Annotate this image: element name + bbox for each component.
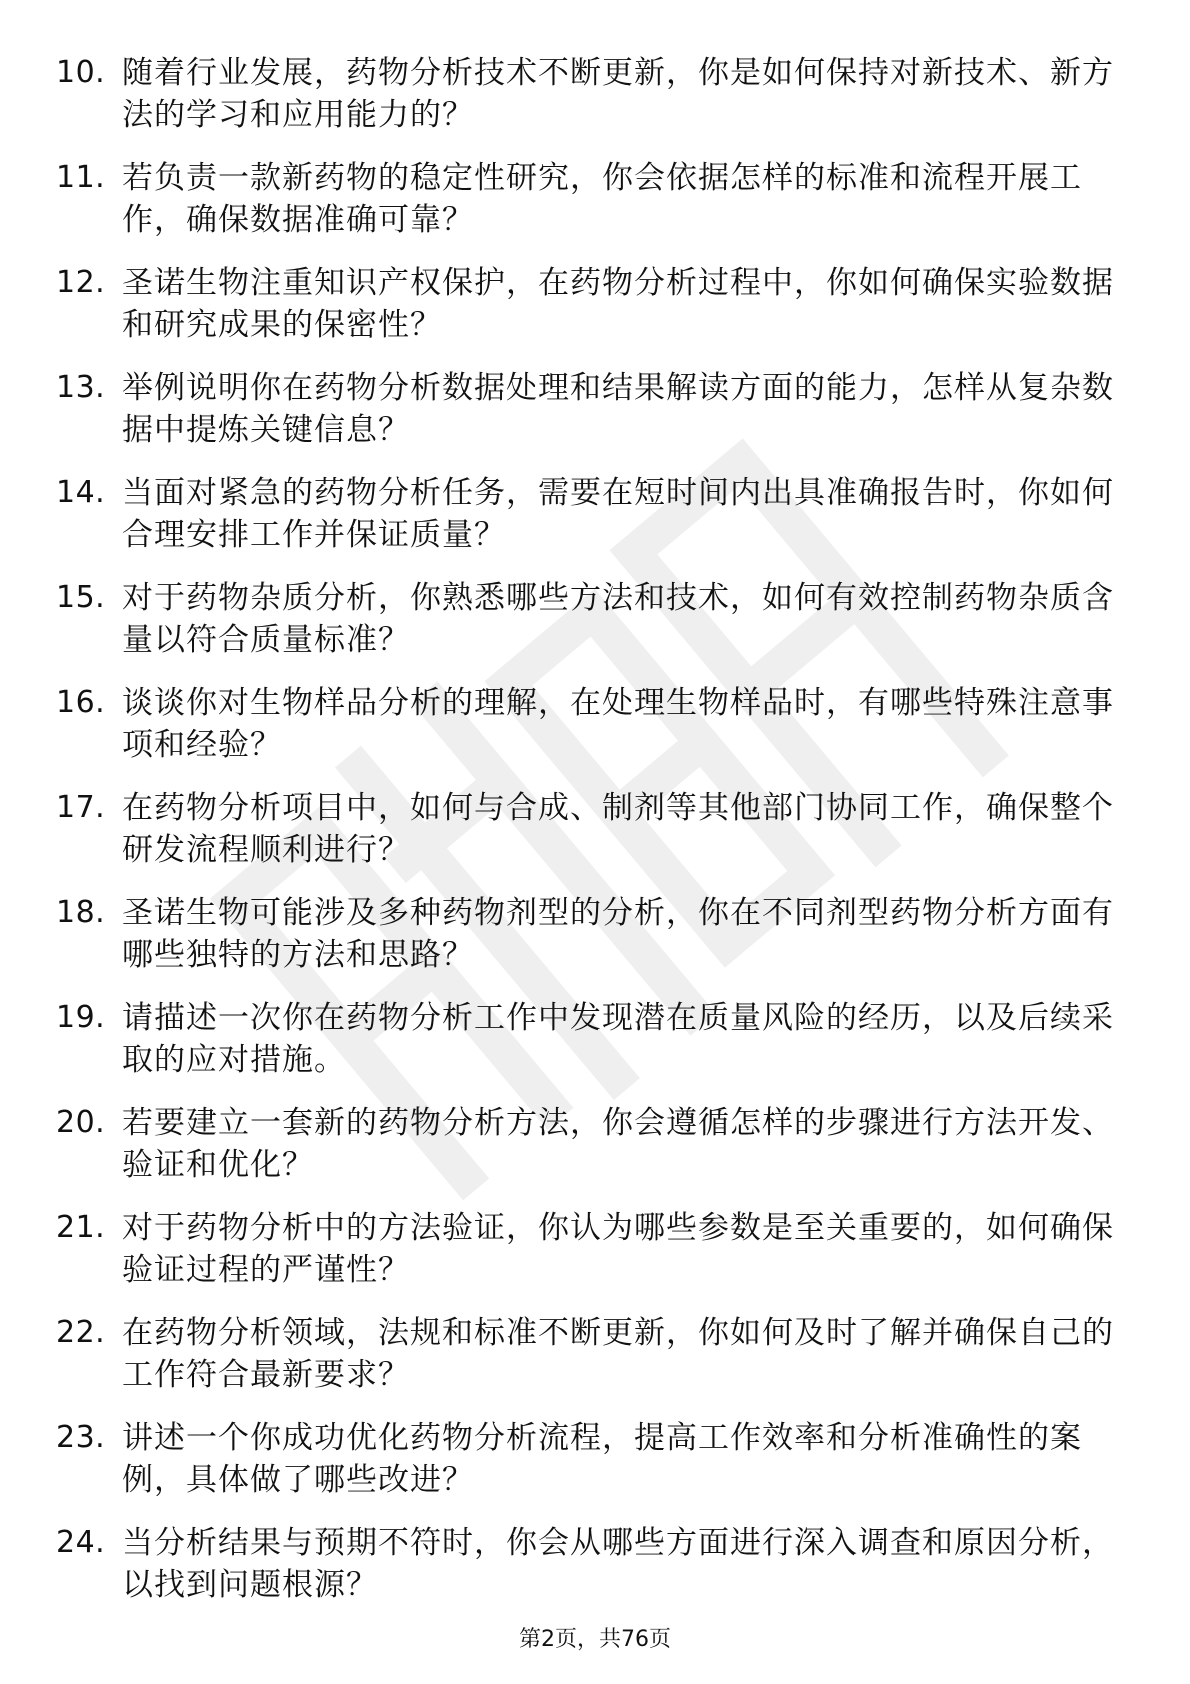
- question-number: 21.: [56, 1210, 106, 1245]
- question-number: 13.: [56, 370, 106, 405]
- list-item: [56, 157, 1116, 241]
- list-item: [56, 577, 1116, 661]
- question-text: 对于药物杂质分析，你熟悉哪些方法和技术，如何有效控制药物杂质含量以符合质量标准？: [122, 580, 1114, 658]
- list-item: [56, 892, 1116, 976]
- list-item: [56, 367, 1116, 451]
- list-item: [56, 472, 1116, 556]
- question-text: 请描述一次你在药物分析工作中发现潜在质量风险的经历，以及后续采取的应对措施。: [122, 1000, 1114, 1078]
- question-number: 22.: [56, 1315, 106, 1350]
- list-item: [56, 262, 1116, 346]
- list-item: [56, 1312, 1116, 1396]
- question-number: 23.: [56, 1420, 106, 1455]
- question-text: 圣诺生物注重知识产权保护，在药物分析过程中，你如何确保实验数据和研究成果的保密性？: [122, 265, 1114, 343]
- question-number: 12.: [56, 265, 106, 300]
- question-number: 19.: [56, 1000, 106, 1035]
- question-number: 24.: [56, 1525, 106, 1560]
- question-text: 谈谈你对生物样品分析的理解，在处理生物样品时，有哪些特殊注意事项和经验？: [122, 685, 1114, 763]
- list-item: [56, 682, 1116, 766]
- list-item: [56, 1102, 1116, 1186]
- question-text: 在药物分析项目中，如何与合成、制剂等其他部门协同工作，确保整个研发流程顺利进行？: [122, 790, 1114, 868]
- page-footer: [0, 1625, 1190, 1655]
- page-number-label: 第2页，共76页: [519, 1627, 671, 1652]
- question-text: 圣诺生物可能涉及多种药物剂型的分析，你在不同剂型药物分析方面有哪些独特的方法和思路？: [122, 895, 1114, 973]
- question-number: 15.: [56, 580, 106, 615]
- question-number: 14.: [56, 475, 106, 510]
- question-number: 11.: [56, 160, 106, 195]
- question-number: 17.: [56, 790, 106, 825]
- list-item: [56, 1522, 1116, 1606]
- question-number: 20.: [56, 1105, 106, 1140]
- question-list: [56, 52, 1116, 1627]
- question-text: 若负责一款新药物的稳定性研究，你会依据怎样的标准和流程开展工作，确保数据准确可靠？: [122, 160, 1082, 238]
- question-text: 当面对紧急的药物分析任务，需要在短时间内出具准确报告时，你如何合理安排工作并保证质量？: [122, 475, 1114, 553]
- list-item: [56, 52, 1116, 136]
- list-item: [56, 997, 1116, 1081]
- question-number: 10.: [56, 55, 106, 90]
- question-number: 16.: [56, 685, 106, 720]
- question-text: 在药物分析领域，法规和标准不断更新，你如何及时了解并确保自己的工作符合最新要求？: [122, 1315, 1114, 1393]
- question-text: 讲述一个你成功优化药物分析流程，提高工作效率和分析准确性的案例，具体做了哪些改进？: [122, 1420, 1082, 1498]
- list-item: [56, 1417, 1116, 1501]
- question-text: 若要建立一套新的药物分析方法，你会遵循怎样的步骤进行方法开发、验证和优化？: [122, 1105, 1114, 1183]
- question-text: 随着行业发展，药物分析技术不断更新，你是如何保持对新技术、新方法的学习和应用能力的？: [122, 55, 1114, 133]
- list-item: [56, 787, 1116, 871]
- question-text: 当分析结果与预期不符时，你会从哪些方面进行深入调查和原因分析，以找到问题根源？: [122, 1525, 1114, 1603]
- question-text: 举例说明你在药物分析数据处理和结果解读方面的能力，怎样从复杂数据中提炼关键信息？: [122, 370, 1114, 448]
- list-item: [56, 1207, 1116, 1291]
- question-text: 对于药物分析中的方法验证，你认为哪些参数是至关重要的，如何确保验证过程的严谨性？: [122, 1210, 1114, 1288]
- question-number: 18.: [56, 895, 106, 930]
